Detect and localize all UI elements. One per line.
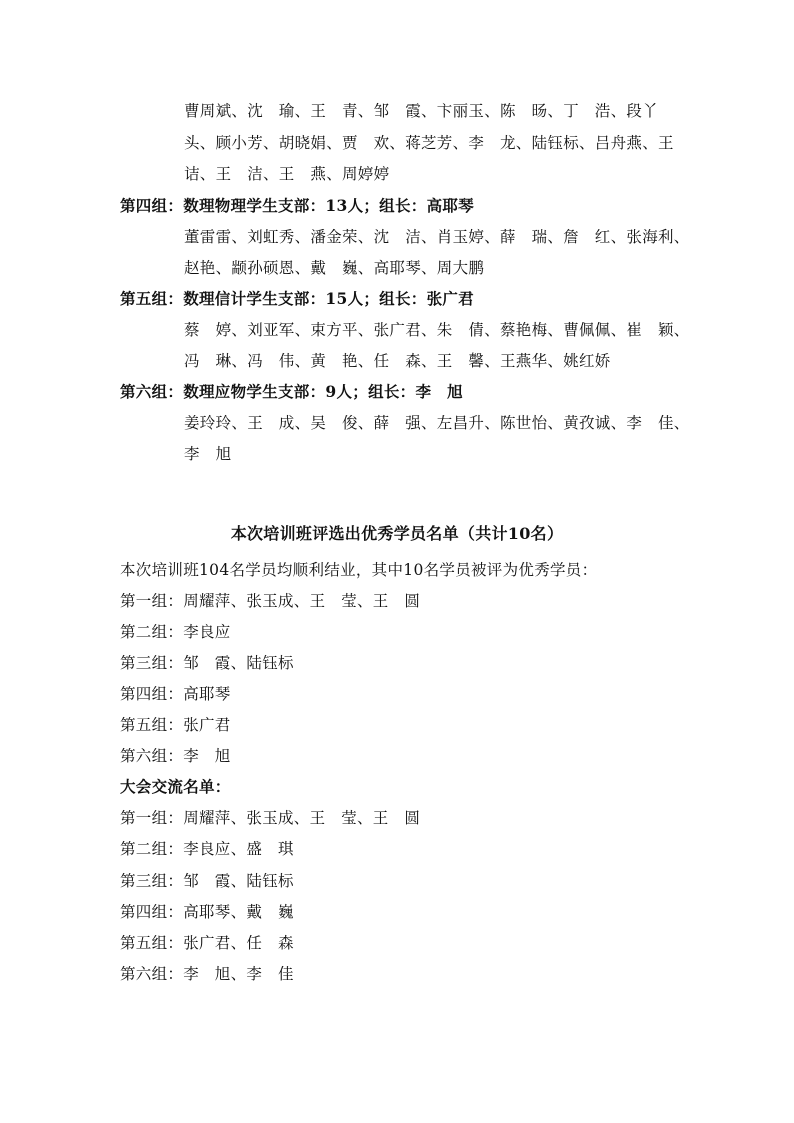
exchange-row-6: 第六组：李 旭、李 佳 bbox=[120, 965, 294, 983]
group6-members-line-2: 李 旭 bbox=[184, 445, 232, 463]
group3-members-line-3: 诘、王 洁、王 燕、周婷婷 bbox=[184, 165, 390, 183]
excellent-row-3: 第三组：邹 霞、陆钰标 bbox=[120, 654, 294, 672]
excellent-row-6: 第六组：李 旭 bbox=[120, 747, 231, 765]
exchange-row-3: 第三组：邹 霞、陆钰标 bbox=[120, 872, 294, 890]
exchange-row-5: 第五组：张广君、任 森 bbox=[120, 934, 294, 952]
excellent-intro: 本次培训班104名学员均顺利结业，其中10名学员被评为优秀学员： bbox=[120, 561, 598, 579]
group3-members-line-2: 头、顾小芳、胡晓娟、贾 欢、蒋芝芳、李 龙、陆钰标、吕舟燕、王 bbox=[184, 134, 674, 152]
exchange-row-4: 第四组：高耶琴、戴 巍 bbox=[120, 903, 294, 921]
excellent-row-2: 第二组：李良应 bbox=[120, 623, 231, 641]
group4-members-line-1: 董雷雷、刘虹秀、潘金荣、沈 洁、肖玉婷、薛 瑞、詹 红、张海利、 bbox=[184, 228, 690, 246]
exchange-row-1: 第一组：周耀萍、张玉成、王 莹、王 圆 bbox=[120, 809, 421, 827]
group5-members-line-1: 蔡 婷、刘亚军、束方平、张广君、朱 倩、蔡艳梅、曹佩佩、崔 颖、 bbox=[184, 321, 690, 339]
group4-members-line-2: 赵艳、颛孙硕恩、戴 巍、高耶琴、周大鹏 bbox=[184, 259, 485, 277]
excellent-title: 本次培训班评选出优秀学员名单（共计10名） bbox=[230, 524, 564, 543]
excellent-row-4: 第四组：高耶琴 bbox=[120, 685, 231, 703]
group6-heading: 第六组：数理应物学生支部：9人；组长：李 旭 bbox=[120, 382, 463, 401]
group5-heading: 第五组：数理信计学生支部：15人；组长：张广君 bbox=[120, 289, 474, 308]
excellent-row-1: 第一组：周耀萍、张玉成、王 莹、王 圆 bbox=[120, 592, 421, 610]
group3-members-line-1: 曹周斌、沈 瑜、王 青、邹 霞、卞丽玉、陈 旸、丁 浩、段丫 bbox=[184, 102, 659, 120]
group5-members-line-2: 冯 琳、冯 伟、黄 艳、任 森、王 馨、王燕华、姚红娇 bbox=[184, 352, 611, 370]
group6-members-line-1: 姜玲玲、王 成、吴 俊、薛 强、左昌升、陈世怡、黄孜诚、李 佳、 bbox=[184, 414, 690, 432]
exchange-row-2: 第二组：李良应、盛 琪 bbox=[120, 840, 294, 858]
excellent-row-5: 第五组：张广君 bbox=[120, 716, 231, 734]
exchange-heading: 大会交流名单： bbox=[120, 777, 231, 796]
group4-heading: 第四组：数理物理学生支部：13人；组长：高耶琴 bbox=[120, 196, 474, 215]
